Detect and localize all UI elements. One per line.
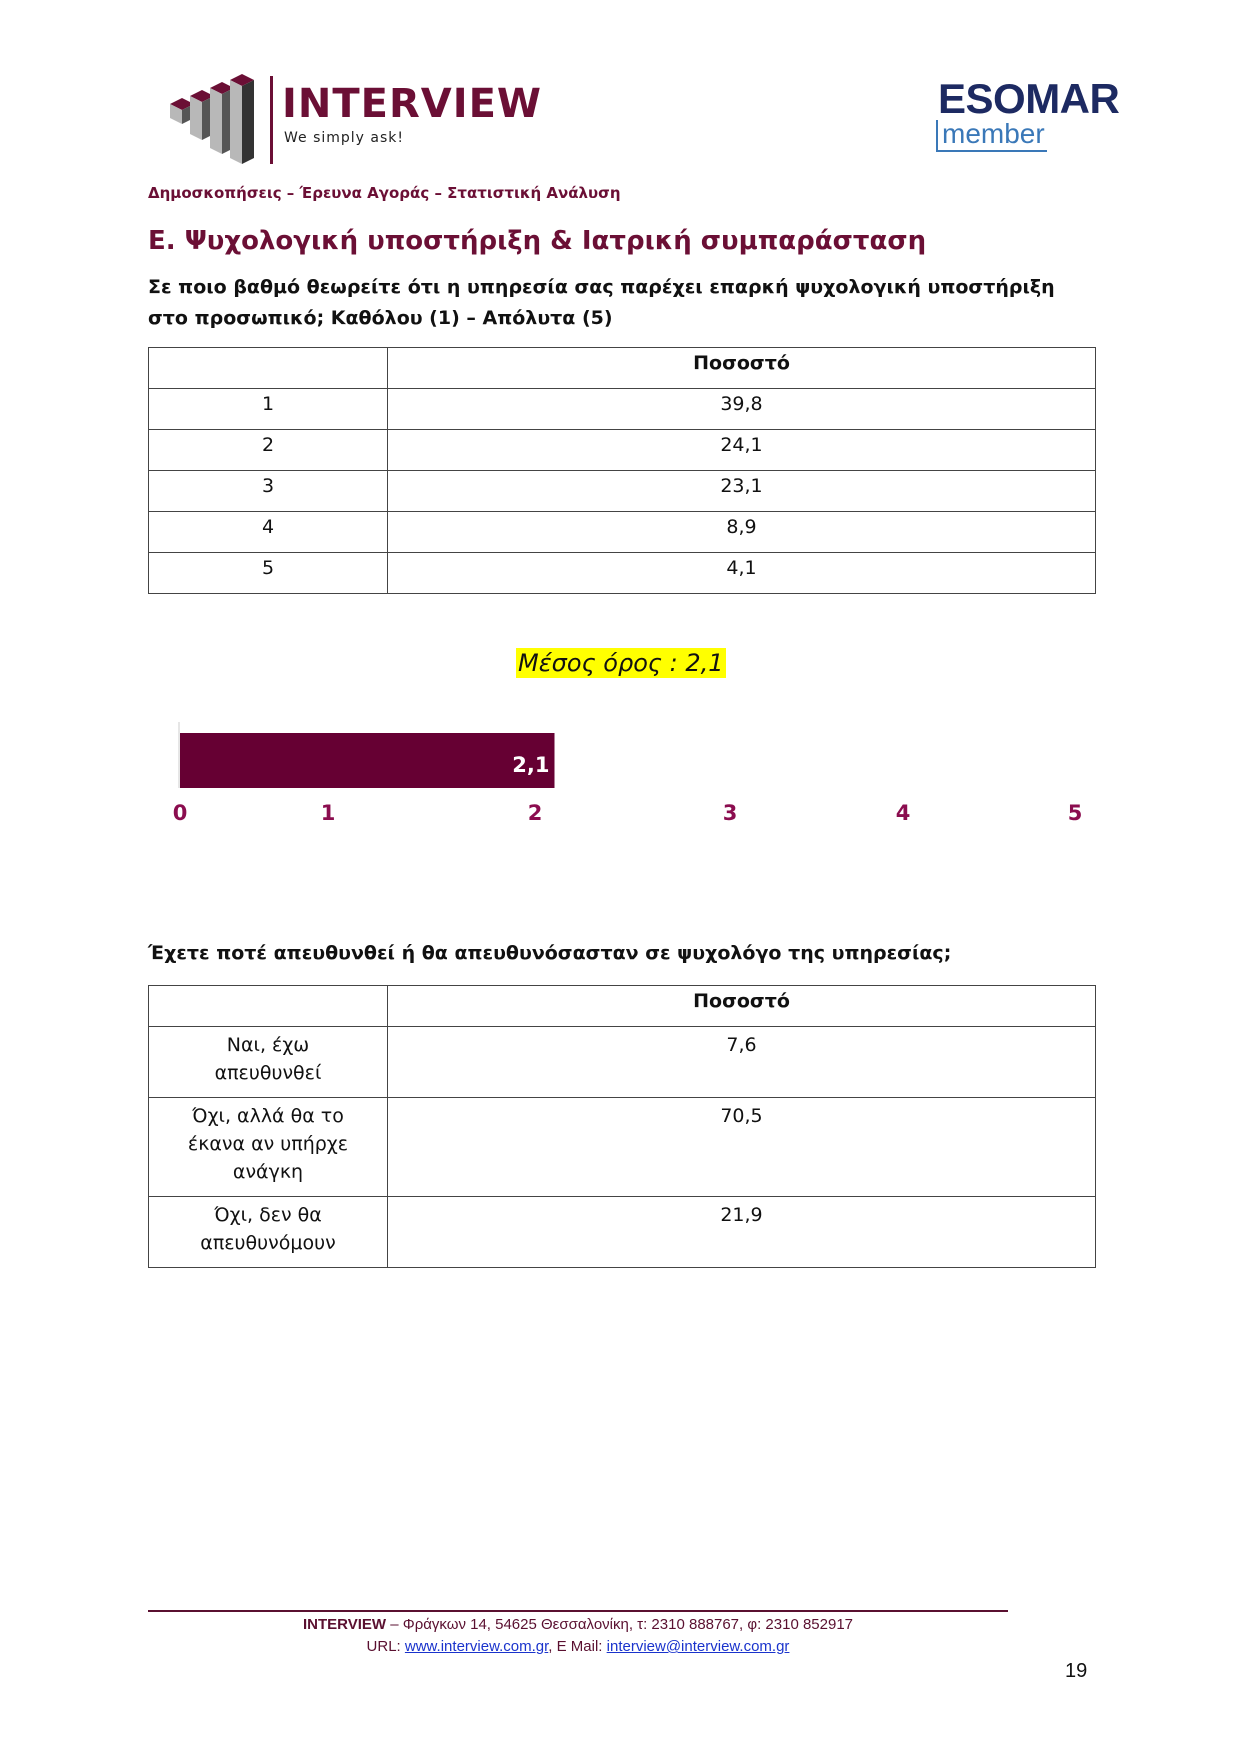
company-tagline: Δημοσκοπήσεις – Έρευνα Αγοράς – Στατιστική Ανάλυση [148,184,621,202]
footer-email-label: , E Mail: [548,1638,607,1655]
psychologist-table [148,985,1096,1268]
question-2: Έχετε ποτέ απευθυνθεί ή θα απευθυνόσασταν σε ψυχολόγο της υπηρεσίας; [148,942,952,964]
table-row [149,1197,1096,1268]
rating-cell: 5 [149,553,388,594]
footer-divider [148,1610,1008,1612]
footer-contact [148,1638,1008,1655]
rating-cell: 2 [149,430,388,471]
table-row [149,553,1096,594]
table-row [149,471,1096,512]
table-row [149,430,1096,471]
table-row [149,1027,1096,1098]
x-tick-label: 2 [527,801,543,825]
esomar-logo: ESOMAR [938,75,1120,122]
answer-cell [149,1027,388,1098]
table-header-cell [149,986,388,1027]
x-tick-label: 4 [895,801,911,825]
interview-logo-icon [170,74,262,164]
table-row [149,389,1096,430]
answer-cell [149,1197,388,1268]
x-tick-label: 0 [172,801,188,825]
table-header-cell: Ποσοστό [388,348,1096,389]
average-bar [180,733,555,788]
email-link[interactable]: interview@interview.com.gr [606,1638,790,1655]
bar-data-label: 2,1 [512,753,550,777]
x-tick-label: 1 [320,801,336,825]
page-number: 19 [1065,1660,1088,1682]
average-bar-chart [160,700,1100,830]
table-header-cell [149,348,388,389]
percent-cell: 70,5 [388,1098,1096,1197]
question-1: Σε ποιο βαθμό θεωρείτε ότι η υπηρεσία σας παρέχει επαρκή ψυχολογική υποστήριξη στο προσωπικό; Καθόλου (1) – Απόλυτα (5) [148,276,1055,329]
footer-address-text: – Φράγκων 14, 54625 Θεσσαλονίκη, τ: 2310 888767, φ: 2310 852917 [386,1616,854,1633]
x-tick-label: 5 [1067,801,1083,825]
footer-address [148,1616,1008,1633]
section-title: Ε. Ψυχολογική υποστήριξη & Ιατρική συμπαράσταση [148,226,927,256]
footer-company: INTERVIEW [302,1616,387,1633]
table-row [149,1098,1096,1197]
table-header-row [149,986,1096,1027]
percent-cell: 23,1 [388,471,1096,512]
table-header-row [149,348,1096,389]
website-link[interactable]: www.interview.com.gr [404,1638,549,1655]
percent-cell: 8,9 [388,512,1096,553]
average-label: Μέσος όρος : 2,1 [518,649,724,677]
footer-url-label: URL: [366,1638,405,1655]
percent-cell: 39,8 [388,389,1096,430]
percent-cell: 21,9 [388,1197,1096,1268]
table-header-cell: Ποσοστό [388,986,1096,1027]
rating-cell: 1 [149,389,388,430]
logo-tagline: We simply ask! [284,130,405,146]
percent-cell: 7,6 [388,1027,1096,1098]
rating-table [148,347,1096,594]
table-row [149,512,1096,553]
answer-cell [149,1098,388,1197]
esomar-member-label: member [936,120,1047,152]
logo-title: INTERVIEW [282,81,543,127]
x-tick-label: 3 [722,801,738,825]
answer-text: Ναι, έχω απευθυνθεί [214,1034,322,1084]
percent-cell: 4,1 [388,553,1096,594]
answer-text: Όχι, δεν θα απευθυνόμουν [200,1204,336,1254]
logo-divider [270,76,273,164]
rating-cell: 4 [149,512,388,553]
percent-cell: 24,1 [388,430,1096,471]
rating-cell: 3 [149,471,388,512]
answer-text: Όχι, αλλά θα το έκανα αν υπήρχε ανάγκη [187,1105,349,1183]
